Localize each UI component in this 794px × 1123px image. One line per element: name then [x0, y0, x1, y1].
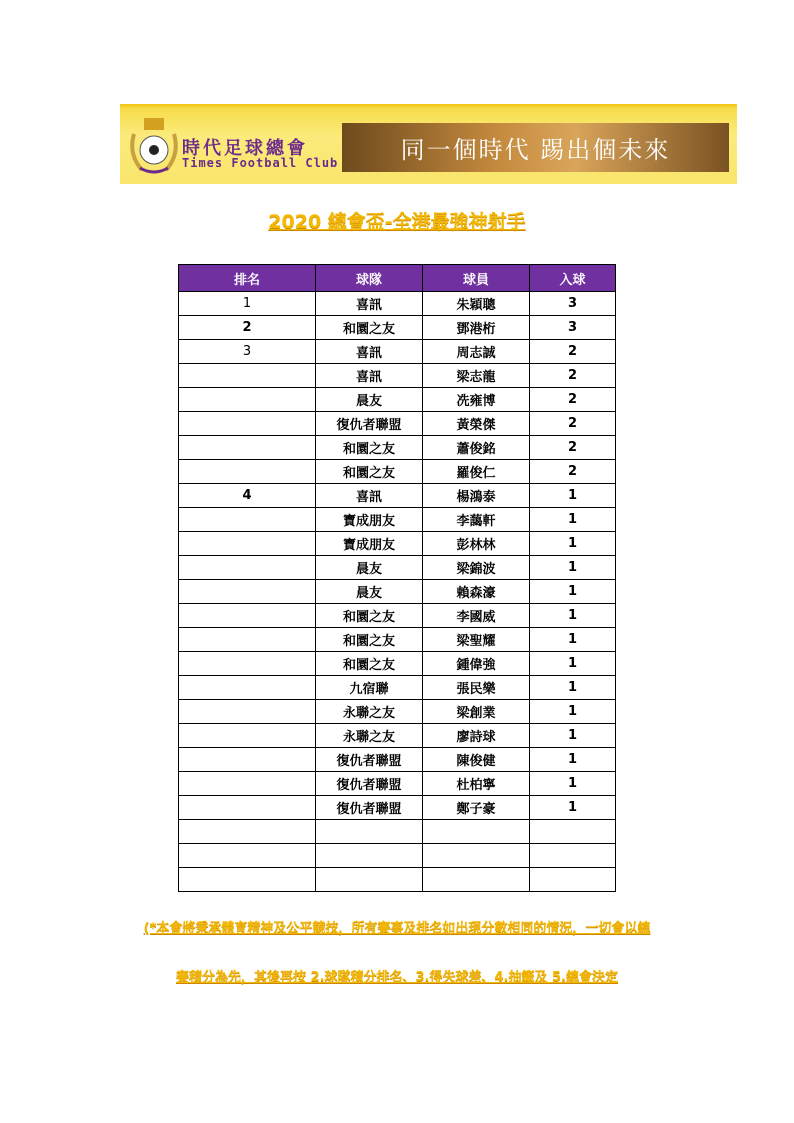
rank-cell: [179, 388, 316, 412]
goals-cell: 1: [530, 508, 616, 532]
table-row: [179, 556, 616, 580]
team-cell: 復仇者聯盟: [316, 412, 423, 436]
player-cell: 朱穎聰: [423, 292, 530, 316]
goals-cell: 1: [530, 700, 616, 724]
table-header-row: [179, 265, 616, 292]
table-row: [179, 868, 616, 892]
goals-cell: [530, 868, 616, 892]
player-cell: 鄭子豪: [423, 796, 530, 820]
goals-cell: 1: [530, 628, 616, 652]
team-cell: 喜訊: [316, 292, 423, 316]
table-row: [179, 484, 616, 508]
rank-cell: 3: [179, 340, 316, 364]
team-cell: 晨友: [316, 388, 423, 412]
rank-cell: 2: [179, 316, 316, 340]
player-cell: 鄧港桁: [423, 316, 530, 340]
player-cell: 周志誠: [423, 340, 530, 364]
table-row: [179, 388, 616, 412]
player-cell: 賴森濠: [423, 580, 530, 604]
col-team-header: 球隊: [316, 265, 423, 292]
table-row: [179, 364, 616, 388]
rank-cell: [179, 844, 316, 868]
player-cell: 楊鴻泰: [423, 484, 530, 508]
club-name-en: Times Football Club: [182, 156, 339, 170]
team-cell: 和圜之友: [316, 436, 423, 460]
player-cell: 張民樂: [423, 676, 530, 700]
player-cell: 羅俊仁: [423, 460, 530, 484]
table-row: [179, 772, 616, 796]
player-cell: 蕭俊銘: [423, 436, 530, 460]
scorers-table: [178, 264, 616, 892]
table-row: [179, 844, 616, 868]
table-row: [179, 460, 616, 484]
rank-cell: [179, 364, 316, 388]
team-cell: 永聯之友: [316, 700, 423, 724]
rank-cell: [179, 772, 316, 796]
table-row: [179, 604, 616, 628]
team-cell: 喜訊: [316, 364, 423, 388]
club-crest-logo: [128, 114, 180, 176]
col-rank-header: 排名: [179, 265, 316, 292]
table-row: [179, 796, 616, 820]
team-cell: 和圜之友: [316, 460, 423, 484]
table-row: [179, 532, 616, 556]
goals-cell: 3: [530, 316, 616, 340]
team-cell: 九宿聯: [316, 676, 423, 700]
team-cell: 喜訊: [316, 340, 423, 364]
rank-cell: [179, 436, 316, 460]
team-cell: 和圜之友: [316, 652, 423, 676]
footnote-line-2: 賽積分為先，其後再按 2.球隊積分排名、3.得失球差、4.抽籤及 5.總會決定: [176, 970, 618, 985]
goals-cell: 1: [530, 604, 616, 628]
player-cell: [423, 868, 530, 892]
table-row: [179, 436, 616, 460]
goals-cell: 1: [530, 796, 616, 820]
player-cell: 廖詩球: [423, 724, 530, 748]
team-cell: 復仇者聯盟: [316, 748, 423, 772]
team-cell: 復仇者聯盟: [316, 772, 423, 796]
rank-cell: [179, 868, 316, 892]
team-cell: 寶成朋友: [316, 508, 423, 532]
team-cell: 晨友: [316, 580, 423, 604]
goals-cell: 1: [530, 748, 616, 772]
player-cell: 梁聖耀: [423, 628, 530, 652]
goals-cell: [530, 820, 616, 844]
team-cell: [316, 868, 423, 892]
table-row: [179, 748, 616, 772]
team-cell: [316, 820, 423, 844]
team-cell: 永聯之友: [316, 724, 423, 748]
table-row: [179, 724, 616, 748]
table-row: [179, 340, 616, 364]
table-row: [179, 580, 616, 604]
table-row: [179, 652, 616, 676]
rank-cell: [179, 460, 316, 484]
goals-cell: 2: [530, 460, 616, 484]
slogan-banner: 同一個時代 踢出個未來: [342, 123, 729, 172]
player-cell: 梁創業: [423, 700, 530, 724]
rank-cell: [179, 508, 316, 532]
rank-cell: [179, 724, 316, 748]
team-cell: 寶成朋友: [316, 532, 423, 556]
rank-cell: [179, 412, 316, 436]
goals-cell: 2: [530, 436, 616, 460]
table-row: [179, 508, 616, 532]
player-cell: 李國威: [423, 604, 530, 628]
rank-cell: [179, 700, 316, 724]
table-row: [179, 700, 616, 724]
player-cell: 李藹軒: [423, 508, 530, 532]
team-cell: 復仇者聯盟: [316, 796, 423, 820]
rank-cell: [179, 604, 316, 628]
team-cell: 喜訊: [316, 484, 423, 508]
table-row: [179, 820, 616, 844]
goals-cell: 2: [530, 364, 616, 388]
goals-cell: 1: [530, 676, 616, 700]
team-cell: 和圜之友: [316, 316, 423, 340]
goals-cell: 1: [530, 484, 616, 508]
player-cell: [423, 844, 530, 868]
club-name-cn: 時代足球總會: [182, 138, 308, 159]
table-row: [179, 292, 616, 316]
footnote-line-1: (*本會將秉承體育精神及公平競技，所有賽事及排名如出現分數相同的情況，一切會以總: [143, 921, 651, 936]
goals-cell: [530, 844, 616, 868]
goals-cell: 2: [530, 412, 616, 436]
rank-cell: 1: [179, 292, 316, 316]
table-row: [179, 412, 616, 436]
table-row: [179, 316, 616, 340]
goals-cell: 3: [530, 292, 616, 316]
rank-cell: 4: [179, 484, 316, 508]
team-cell: [316, 844, 423, 868]
goals-cell: 1: [530, 652, 616, 676]
col-player-header: 球員: [423, 265, 530, 292]
player-cell: 杜柏寧: [423, 772, 530, 796]
player-cell: [423, 820, 530, 844]
rank-cell: [179, 580, 316, 604]
rank-cell: [179, 820, 316, 844]
player-cell: 梁錦波: [423, 556, 530, 580]
rank-cell: [179, 652, 316, 676]
goals-cell: 1: [530, 532, 616, 556]
goals-cell: 1: [530, 556, 616, 580]
rank-cell: [179, 676, 316, 700]
player-cell: 鍾偉強: [423, 652, 530, 676]
rank-cell: [179, 532, 316, 556]
rank-cell: [179, 748, 316, 772]
rank-cell: [179, 628, 316, 652]
player-cell: 陳俊健: [423, 748, 530, 772]
player-cell: 黃榮傑: [423, 412, 530, 436]
player-cell: 梁志龍: [423, 364, 530, 388]
goals-cell: 2: [530, 388, 616, 412]
header-banner: [120, 104, 737, 184]
player-cell: 冼雍博: [423, 388, 530, 412]
team-cell: 和圜之友: [316, 604, 423, 628]
goals-cell: 2: [530, 340, 616, 364]
team-cell: 和圜之友: [316, 628, 423, 652]
team-cell: 晨友: [316, 556, 423, 580]
goals-cell: 1: [530, 580, 616, 604]
goals-cell: 1: [530, 724, 616, 748]
table-row: [179, 628, 616, 652]
player-cell: 彭林林: [423, 532, 530, 556]
col-goals-header: 入球: [530, 265, 616, 292]
table-row: [179, 676, 616, 700]
page-title: 2020 總會盃-全港最強神射手: [268, 211, 526, 233]
rank-cell: [179, 796, 316, 820]
rank-cell: [179, 556, 316, 580]
goals-cell: 1: [530, 772, 616, 796]
